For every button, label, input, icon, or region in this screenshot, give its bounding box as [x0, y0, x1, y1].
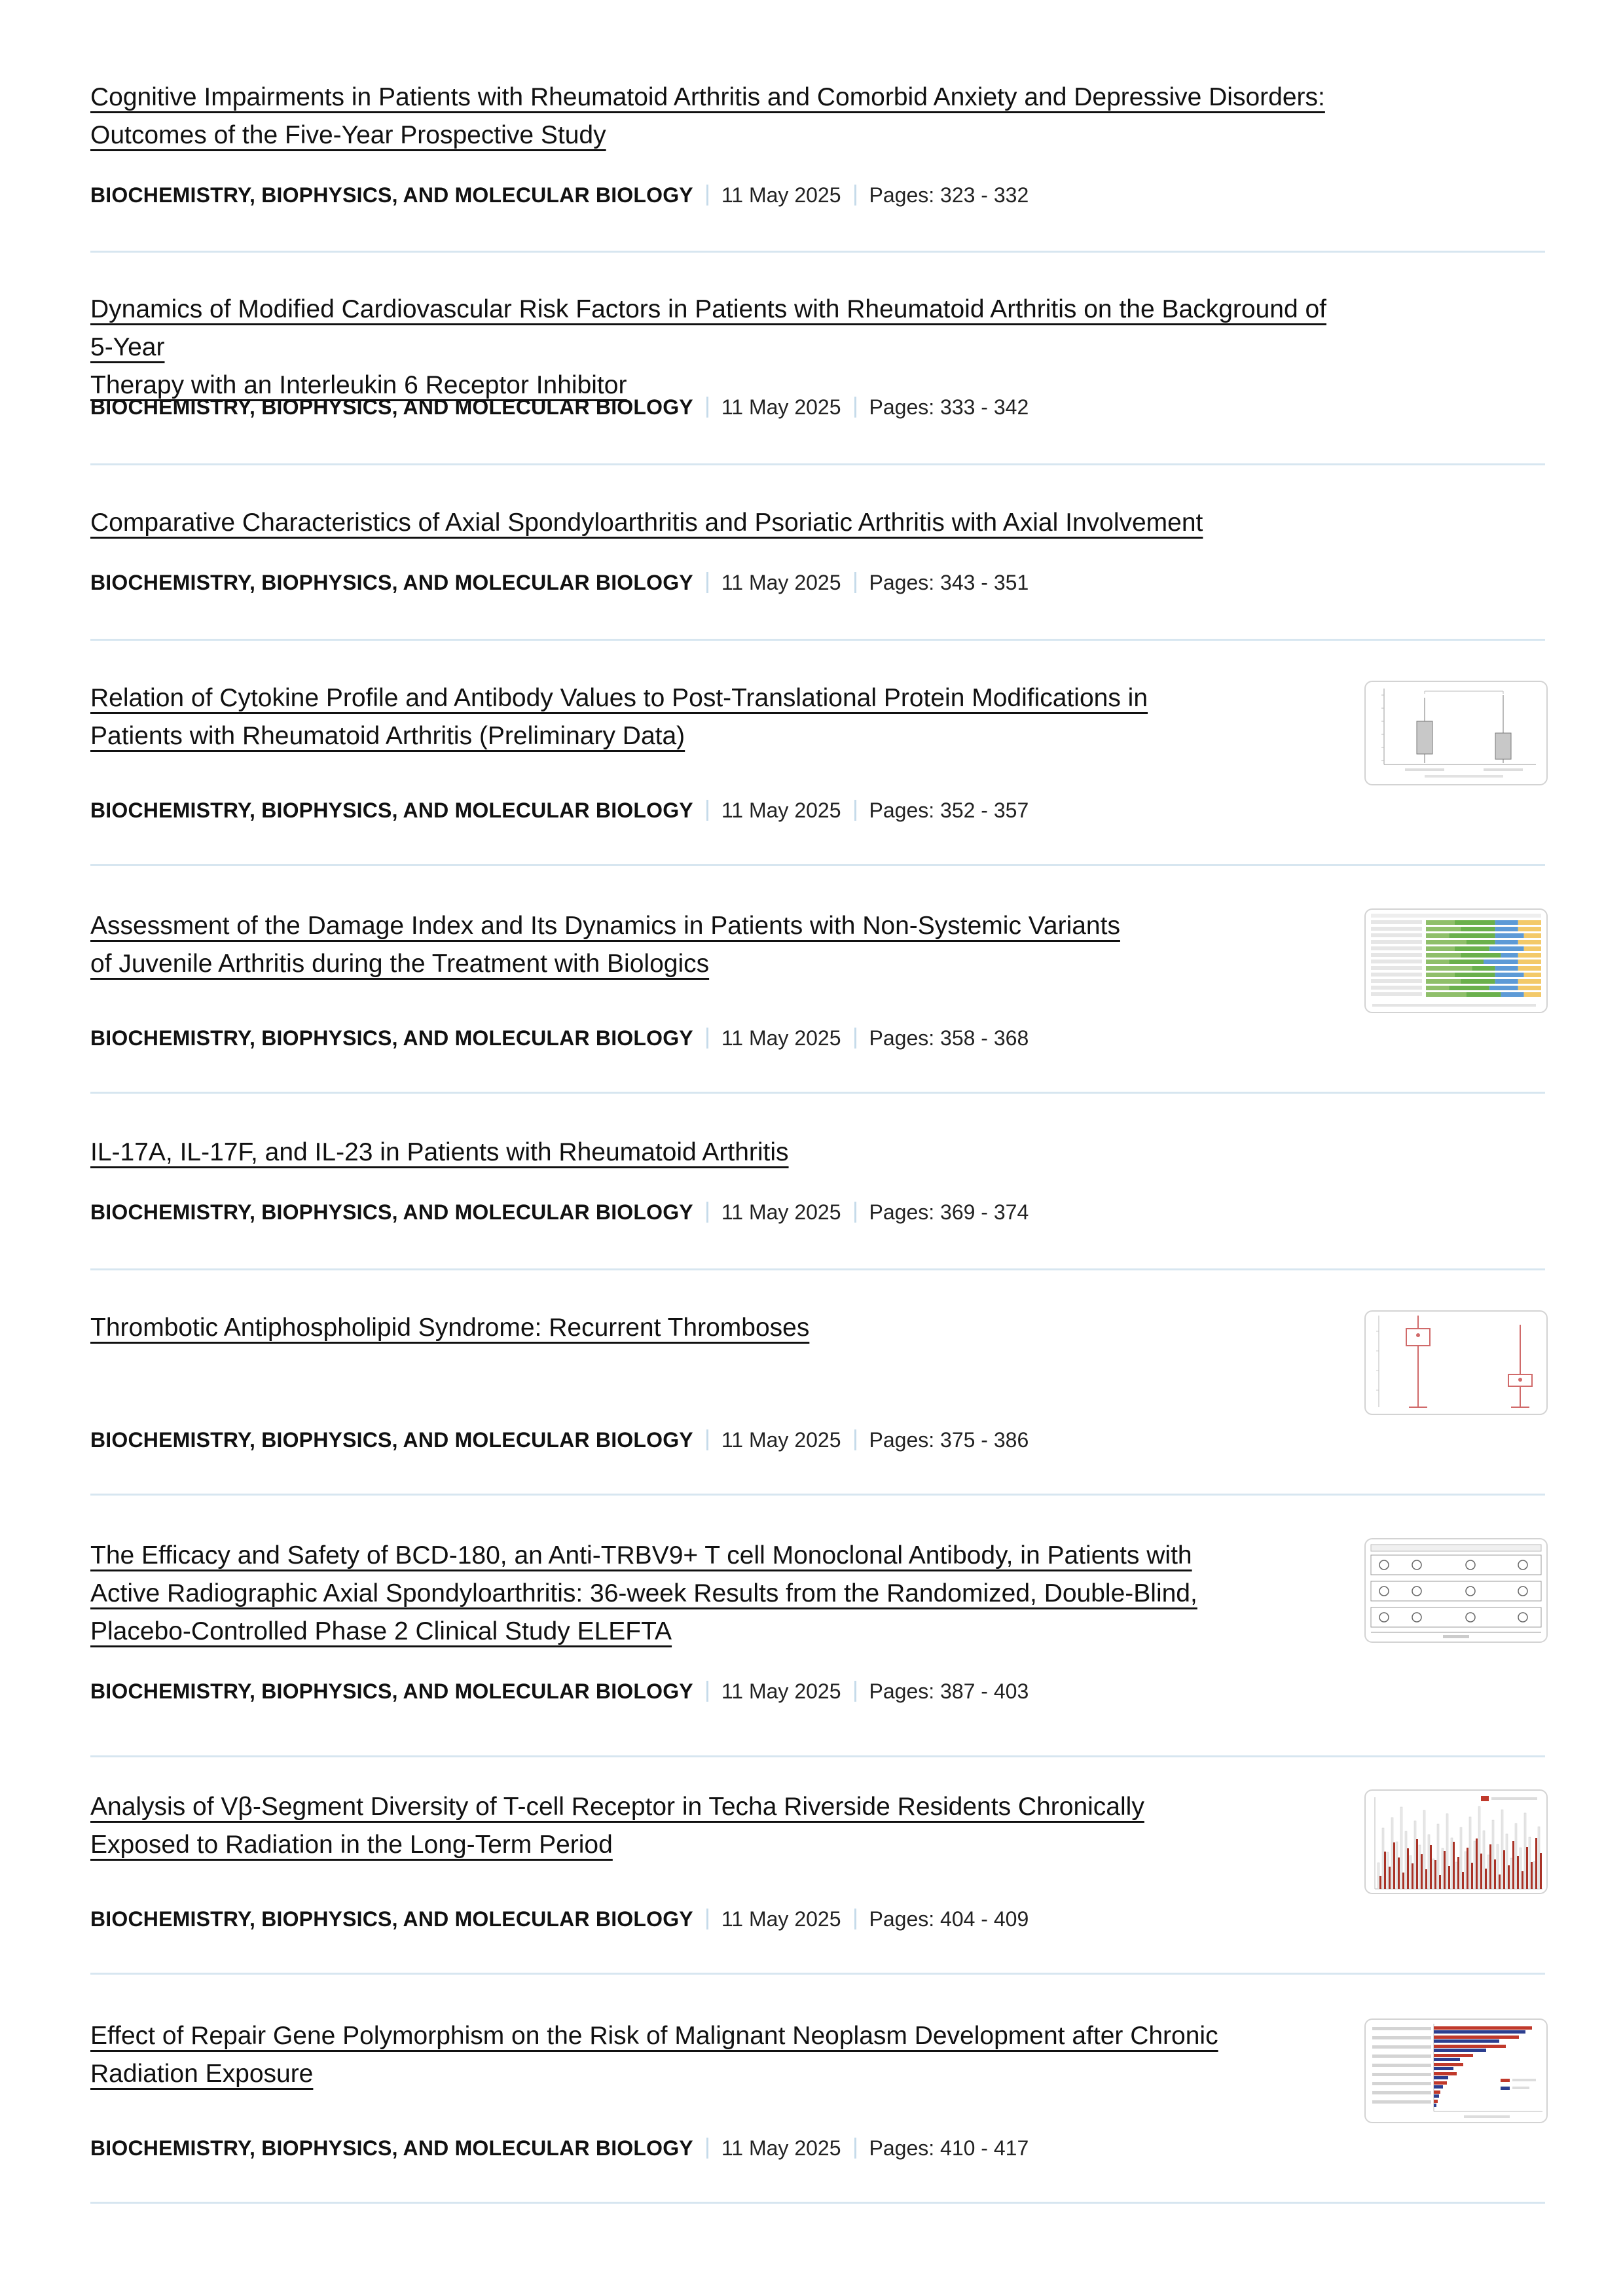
article-meta	[90, 1906, 1029, 1932]
article-title-line[interactable]: Dynamics of Modified Cardiovascular Risk Factors in Patients with Rheumatoid Arthritis on the Background of 5-Year	[90, 295, 1326, 361]
article-date: 11 May 2025	[721, 1907, 841, 1931]
red-bar-thumbnail-image	[1366, 1791, 1546, 1893]
article-meta	[90, 2135, 1029, 2161]
meta-separator	[854, 2138, 856, 2159]
article-category[interactable]: BIOCHEMISTRY, BIOPHYSICS, AND MOLECULAR BIOLOGY	[90, 1679, 693, 1703]
meta-separator	[854, 1909, 856, 1929]
article-date: 11 May 2025	[721, 1679, 841, 1703]
article-title-line[interactable]: The Efficacy and Safety of BCD-180, an Anti-TRBV9+ T cell Monoclonal Antibody, in Patients with	[90, 1541, 1192, 1570]
article-title[interactable]	[90, 1309, 1334, 1347]
meta-separator	[706, 1202, 708, 1223]
boxplot-thumbnail-image	[1366, 682, 1546, 784]
article-title-line[interactable]: Effect of Repair Gene Polymorphism on the Risk of Malignant Neoplasm Development after Chronic	[90, 2022, 1218, 2050]
article-category[interactable]: BIOCHEMISTRY, BIOPHYSICS, AND MOLECULAR BIOLOGY	[90, 1026, 693, 1050]
article-title[interactable]	[90, 291, 1334, 404]
meta-separator	[854, 1681, 856, 1702]
article-title[interactable]	[90, 1788, 1334, 1864]
meta-separator	[854, 185, 856, 206]
article-divider	[90, 639, 1545, 641]
article-meta	[90, 182, 1029, 208]
meta-separator	[854, 1429, 856, 1450]
article-title-line[interactable]: Exposed to Radiation in the Long-Term Period	[90, 1831, 613, 1859]
article-pages: Pages: 352 - 357	[869, 798, 1029, 822]
article-category[interactable]: BIOCHEMISTRY, BIOPHYSICS, AND MOLECULAR BIOLOGY	[90, 1200, 693, 1224]
article-divider	[90, 1268, 1545, 1270]
red-boxplot-thumbnail-image	[1366, 1312, 1546, 1414]
article-pages: Pages: 343 - 351	[869, 570, 1029, 594]
meta-separator	[706, 1909, 708, 1929]
article-thumbnail[interactable]	[1364, 908, 1548, 1013]
article-meta	[90, 1678, 1029, 1704]
meta-separator	[706, 1429, 708, 1450]
article-date: 11 May 2025	[721, 1026, 841, 1050]
article-title[interactable]	[90, 1537, 1334, 1651]
article-title[interactable]	[90, 2017, 1334, 2093]
article-title[interactable]	[90, 504, 1334, 542]
article-title-line[interactable]: Relation of Cytokine Profile and Antibody Values to Post-Translational Protein Modifications in	[90, 684, 1148, 712]
article-date: 11 May 2025	[721, 798, 841, 822]
article-date: 11 May 2025	[721, 395, 841, 419]
article-title-line[interactable]: IL-17A, IL-17F, and IL-23 in Patients with Rheumatoid Arthritis	[90, 1138, 789, 1166]
article-pages: Pages: 369 - 374	[869, 1200, 1029, 1224]
article-category[interactable]: BIOCHEMISTRY, BIOPHYSICS, AND MOLECULAR BIOLOGY	[90, 1427, 693, 1452]
article-divider	[90, 864, 1545, 866]
article-pages: Pages: 404 - 409	[869, 1907, 1029, 1931]
meta-separator	[854, 397, 856, 418]
article-divider	[90, 2202, 1545, 2204]
article-meta	[90, 1199, 1029, 1225]
article-pages: Pages: 410 - 417	[869, 2136, 1029, 2160]
article-title-line[interactable]: Patients with Rheumatoid Arthritis (Preliminary Data)	[90, 722, 685, 750]
article-title-line[interactable]: Thrombotic Antiphospholipid Syndrome: Recurrent Thromboses	[90, 1314, 810, 1342]
article-meta	[90, 1025, 1029, 1051]
meta-separator	[706, 800, 708, 821]
article-title-line[interactable]: Assessment of the Damage Index and Its Dynamics in Patients with Non-Systemic Variants	[90, 912, 1120, 940]
article-thumbnail[interactable]	[1364, 2018, 1548, 2123]
article-pages: Pages: 333 - 342	[869, 395, 1029, 419]
article-title-line[interactable]: Comparative Characteristics of Axial Spondyloarthritis and Psoriatic Arthritis with Axial Involvement	[90, 509, 1203, 537]
article-category[interactable]: BIOCHEMISTRY, BIOPHYSICS, AND MOLECULAR BIOLOGY	[90, 183, 693, 207]
article-pages: Pages: 358 - 368	[869, 1026, 1029, 1050]
article-title-line[interactable]: Outcomes of the Five-Year Prospective Study	[90, 121, 606, 149]
article-meta	[90, 569, 1029, 596]
meta-separator	[706, 572, 708, 593]
article-meta	[90, 797, 1029, 823]
article-pages: Pages: 387 - 403	[869, 1679, 1029, 1703]
article-pages: Pages: 375 - 386	[869, 1427, 1029, 1452]
article-thumbnail[interactable]	[1364, 1789, 1548, 1894]
article-title[interactable]	[90, 79, 1334, 154]
article-meta	[90, 1427, 1029, 1453]
stacked-bar-thumbnail-image	[1366, 910, 1546, 1012]
article-divider	[90, 251, 1545, 253]
article-title[interactable]	[90, 1134, 1334, 1172]
article-title-line[interactable]: of Juvenile Arthritis during the Treatment with Biologics	[90, 950, 710, 978]
article-divider	[90, 463, 1545, 465]
article-title-line[interactable]: Therapy with an Interleukin 6 Receptor Inhibitor	[90, 371, 627, 399]
article-date: 11 May 2025	[721, 570, 841, 594]
article-divider	[90, 1755, 1545, 1757]
article-title[interactable]	[90, 907, 1334, 983]
study-design-thumbnail-image	[1366, 1539, 1546, 1641]
article-title-line[interactable]: Active Radiographic Axial Spondyloarthritis: 36-week Results from the Randomized, Double-Blind,	[90, 1579, 1197, 1607]
article-thumbnail[interactable]	[1364, 1310, 1548, 1415]
article-category[interactable]: BIOCHEMISTRY, BIOPHYSICS, AND MOLECULAR BIOLOGY	[90, 395, 693, 419]
meta-separator	[706, 185, 708, 206]
article-date: 11 May 2025	[721, 2136, 841, 2160]
meta-separator	[854, 800, 856, 821]
meta-separator	[706, 397, 708, 418]
article-title-line[interactable]: Placebo-Controlled Phase 2 Clinical Study ELEFTA	[90, 1617, 672, 1645]
article-meta	[90, 394, 1029, 420]
article-title-line[interactable]: Radiation Exposure	[90, 2060, 314, 2088]
article-category[interactable]: BIOCHEMISTRY, BIOPHYSICS, AND MOLECULAR BIOLOGY	[90, 1907, 693, 1931]
article-title[interactable]	[90, 679, 1334, 755]
article-title-line[interactable]: Analysis of Vβ-Segment Diversity of T-cell Receptor in Techa Riverside Residents Chronically	[90, 1793, 1144, 1821]
horizontal-bar-thumbnail-image	[1366, 2020, 1546, 2122]
article-category[interactable]: BIOCHEMISTRY, BIOPHYSICS, AND MOLECULAR BIOLOGY	[90, 798, 693, 822]
article-divider	[90, 1494, 1545, 1496]
article-pages: Pages: 323 - 332	[869, 183, 1029, 207]
article-date: 11 May 2025	[721, 183, 841, 207]
article-divider	[90, 1973, 1545, 1975]
meta-separator	[706, 1028, 708, 1049]
meta-separator	[854, 572, 856, 593]
article-divider	[90, 1092, 1545, 1094]
article-date: 11 May 2025	[721, 1200, 841, 1224]
article-category[interactable]: BIOCHEMISTRY, BIOPHYSICS, AND MOLECULAR BIOLOGY	[90, 570, 693, 594]
article-date: 11 May 2025	[721, 1427, 841, 1452]
meta-separator	[854, 1028, 856, 1049]
article-thumbnail[interactable]	[1364, 681, 1548, 785]
meta-separator	[854, 1202, 856, 1223]
article-category[interactable]: BIOCHEMISTRY, BIOPHYSICS, AND MOLECULAR BIOLOGY	[90, 2136, 693, 2160]
meta-separator	[706, 1681, 708, 1702]
article-title-line[interactable]: Cognitive Impairments in Patients with Rheumatoid Arthritis and Comorbid Anxiety and Depressive Disorders:	[90, 83, 1325, 111]
meta-separator	[706, 2138, 708, 2159]
article-thumbnail[interactable]	[1364, 1538, 1548, 1643]
